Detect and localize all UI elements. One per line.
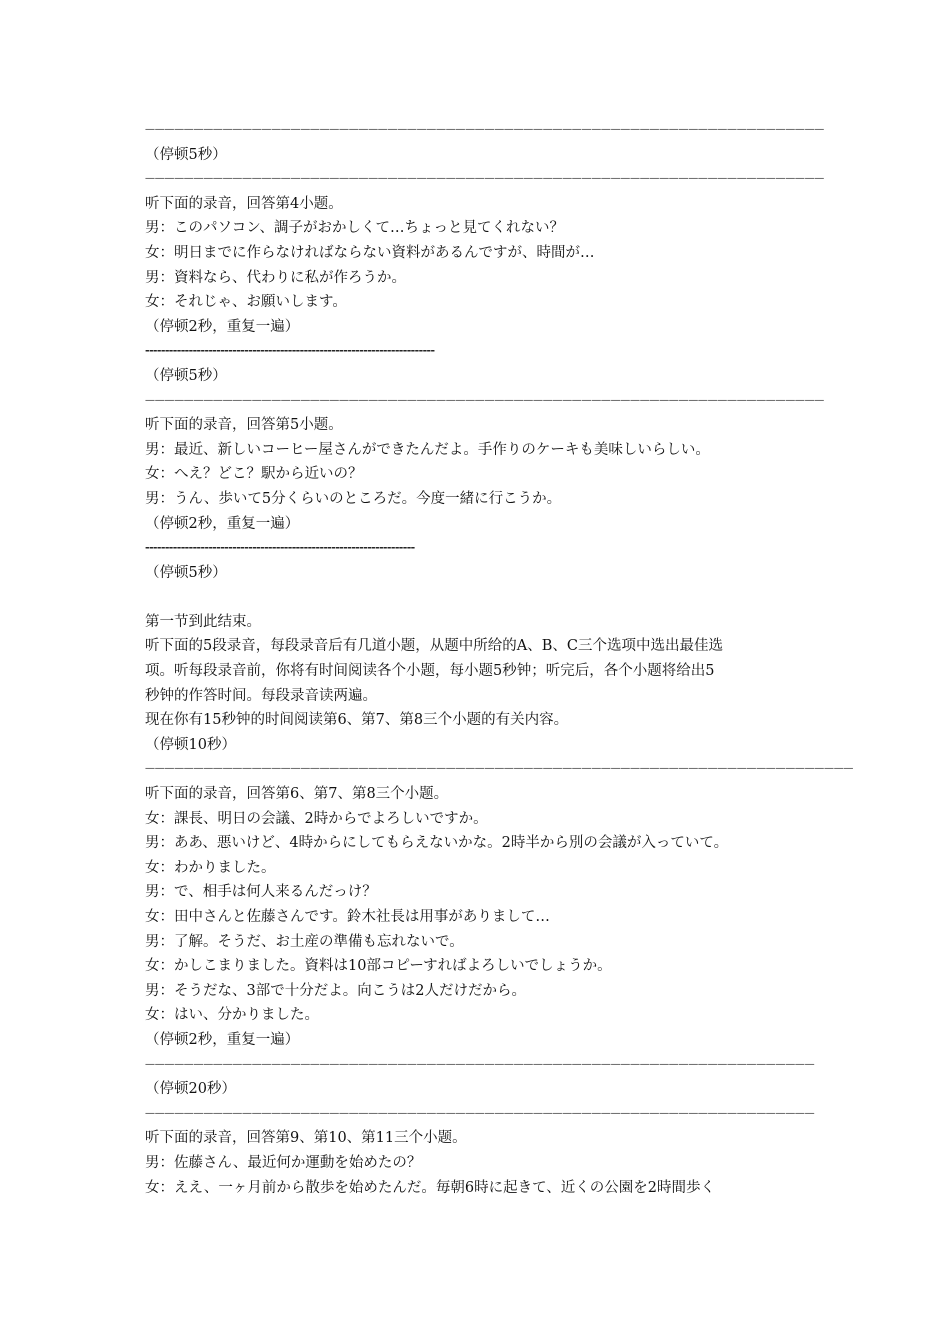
text-line: 女：ええ、一ヶ月前から散歩を始めたんだ。毎朝6時に起きて、近くの公園を2時間歩く [145, 1179, 716, 1196]
text-line: （停顿20秒） [145, 1081, 236, 1098]
text-line: （停顿5秒） [145, 146, 227, 163]
separator-line: ————————————————————————————————————————————————————————————————————— [145, 1107, 815, 1119]
text-line: 女：明日までに作らなければならない資料があるんですが、時間が… [145, 244, 595, 261]
text-line: 男：最近、新しいコーヒー屋さんができたんだよ。手作りのケーキも美味しいらしい。 [145, 441, 710, 458]
text-line: 秒钟的作答时间。每段录音读两遍。 [145, 687, 377, 704]
text-line: 男：了解。そうだ、お土産の準備も忘れないで。 [145, 933, 464, 950]
text-line: （停顿10秒） [145, 736, 236, 753]
text-line: 女：はい、分かりました。 [145, 1007, 319, 1024]
text-line: 第一节到此结束。 [145, 613, 261, 630]
text-line: 女：それじゃ、お願いします。 [145, 294, 347, 311]
text-line: 女：わかりました。 [145, 859, 276, 876]
text-line: 男：で、相手は何人来るんだっけ？ [145, 884, 377, 901]
text-line: （停顿2秒，重复一遍） [145, 515, 300, 532]
separator-line: -------------------------------------------------------------------- [145, 541, 415, 555]
text-line: 男：資料なら、代わりに私が作ろうか。 [145, 269, 406, 286]
text-line: 听下面的录音，回答第9、第10、第11三个小题。 [145, 1130, 467, 1147]
separator-line: —————————————————————————————————————————————————————————————————————— [145, 173, 825, 185]
text-line: 听下面的录音，回答第4小题。 [145, 195, 343, 212]
text-line: 女：田中さんと佐藤さんです。鈴木社長は用事がありまして… [145, 909, 550, 925]
text-line: 男：このパソコン、調子がおかしくて…ちょっと見てくれない？ [145, 220, 565, 237]
separator-line: —————————————————————————————————————————————————————————————————————— [145, 394, 825, 406]
text-line: 男：佐藤さん、最近何か運動を始めたの？ [145, 1154, 422, 1171]
text-line: 男：うん、歩いて5分くらいのところだ。今度一緒に行こうか。 [145, 490, 562, 507]
text-line: 现在你有15秒钟的时间阅读第6、第7、第8三个小题的有关内容。 [145, 712, 569, 729]
blank-line [145, 585, 825, 610]
text-line: 听下面的录音，回答第6、第7、第8三个小题。 [145, 786, 449, 803]
text-line: （停顿2秒，重复一遍） [145, 1031, 300, 1048]
separator-line: ------------------------------------------------------------------------- [145, 344, 435, 358]
text-line: （停顿5秒） [145, 367, 227, 384]
text-line: 女：へえ？どこ？駅から近いの？ [145, 466, 363, 483]
document-page [145, 118, 854, 1200]
text-line: 项。听每段录音前，你将有时间阅读各个小题，每小题5秒钟；听完后，各个小题将给出5 [145, 663, 715, 680]
text-line: 男：ああ、悪いけど、4時からにしてもらえないかな。2時半から別の会議が入っていて。 [145, 835, 729, 852]
text-line: 听下面的5段录音，每段录音后有几道小题，从题中所给的A、B、C三个选项中选出最佳选 [145, 638, 723, 655]
separator-line: ————————————————————————————————————————————————————————————————————————— [145, 763, 854, 775]
separator-line: —————————————————————————————————————————————————————————————————————— [145, 124, 825, 135]
text-line: （停顿5秒） [145, 564, 227, 581]
text-line: 女：かしこまりました。資料は10部コピーすればよろしいでしょうか。 [145, 958, 612, 975]
text-line: 听下面的录音，回答第5小题。 [145, 417, 343, 434]
separator-line: ————————————————————————————————————————————————————————————————————— [145, 1058, 815, 1070]
text-line: 女：課長、明日の会議、2時からでよろしいですか。 [145, 810, 488, 827]
text-line: （停顿2秒，重复一遍） [145, 318, 300, 335]
text-line: 男：そうだな、3部で十分だよ。向こうは2人だけだから。 [145, 982, 526, 999]
